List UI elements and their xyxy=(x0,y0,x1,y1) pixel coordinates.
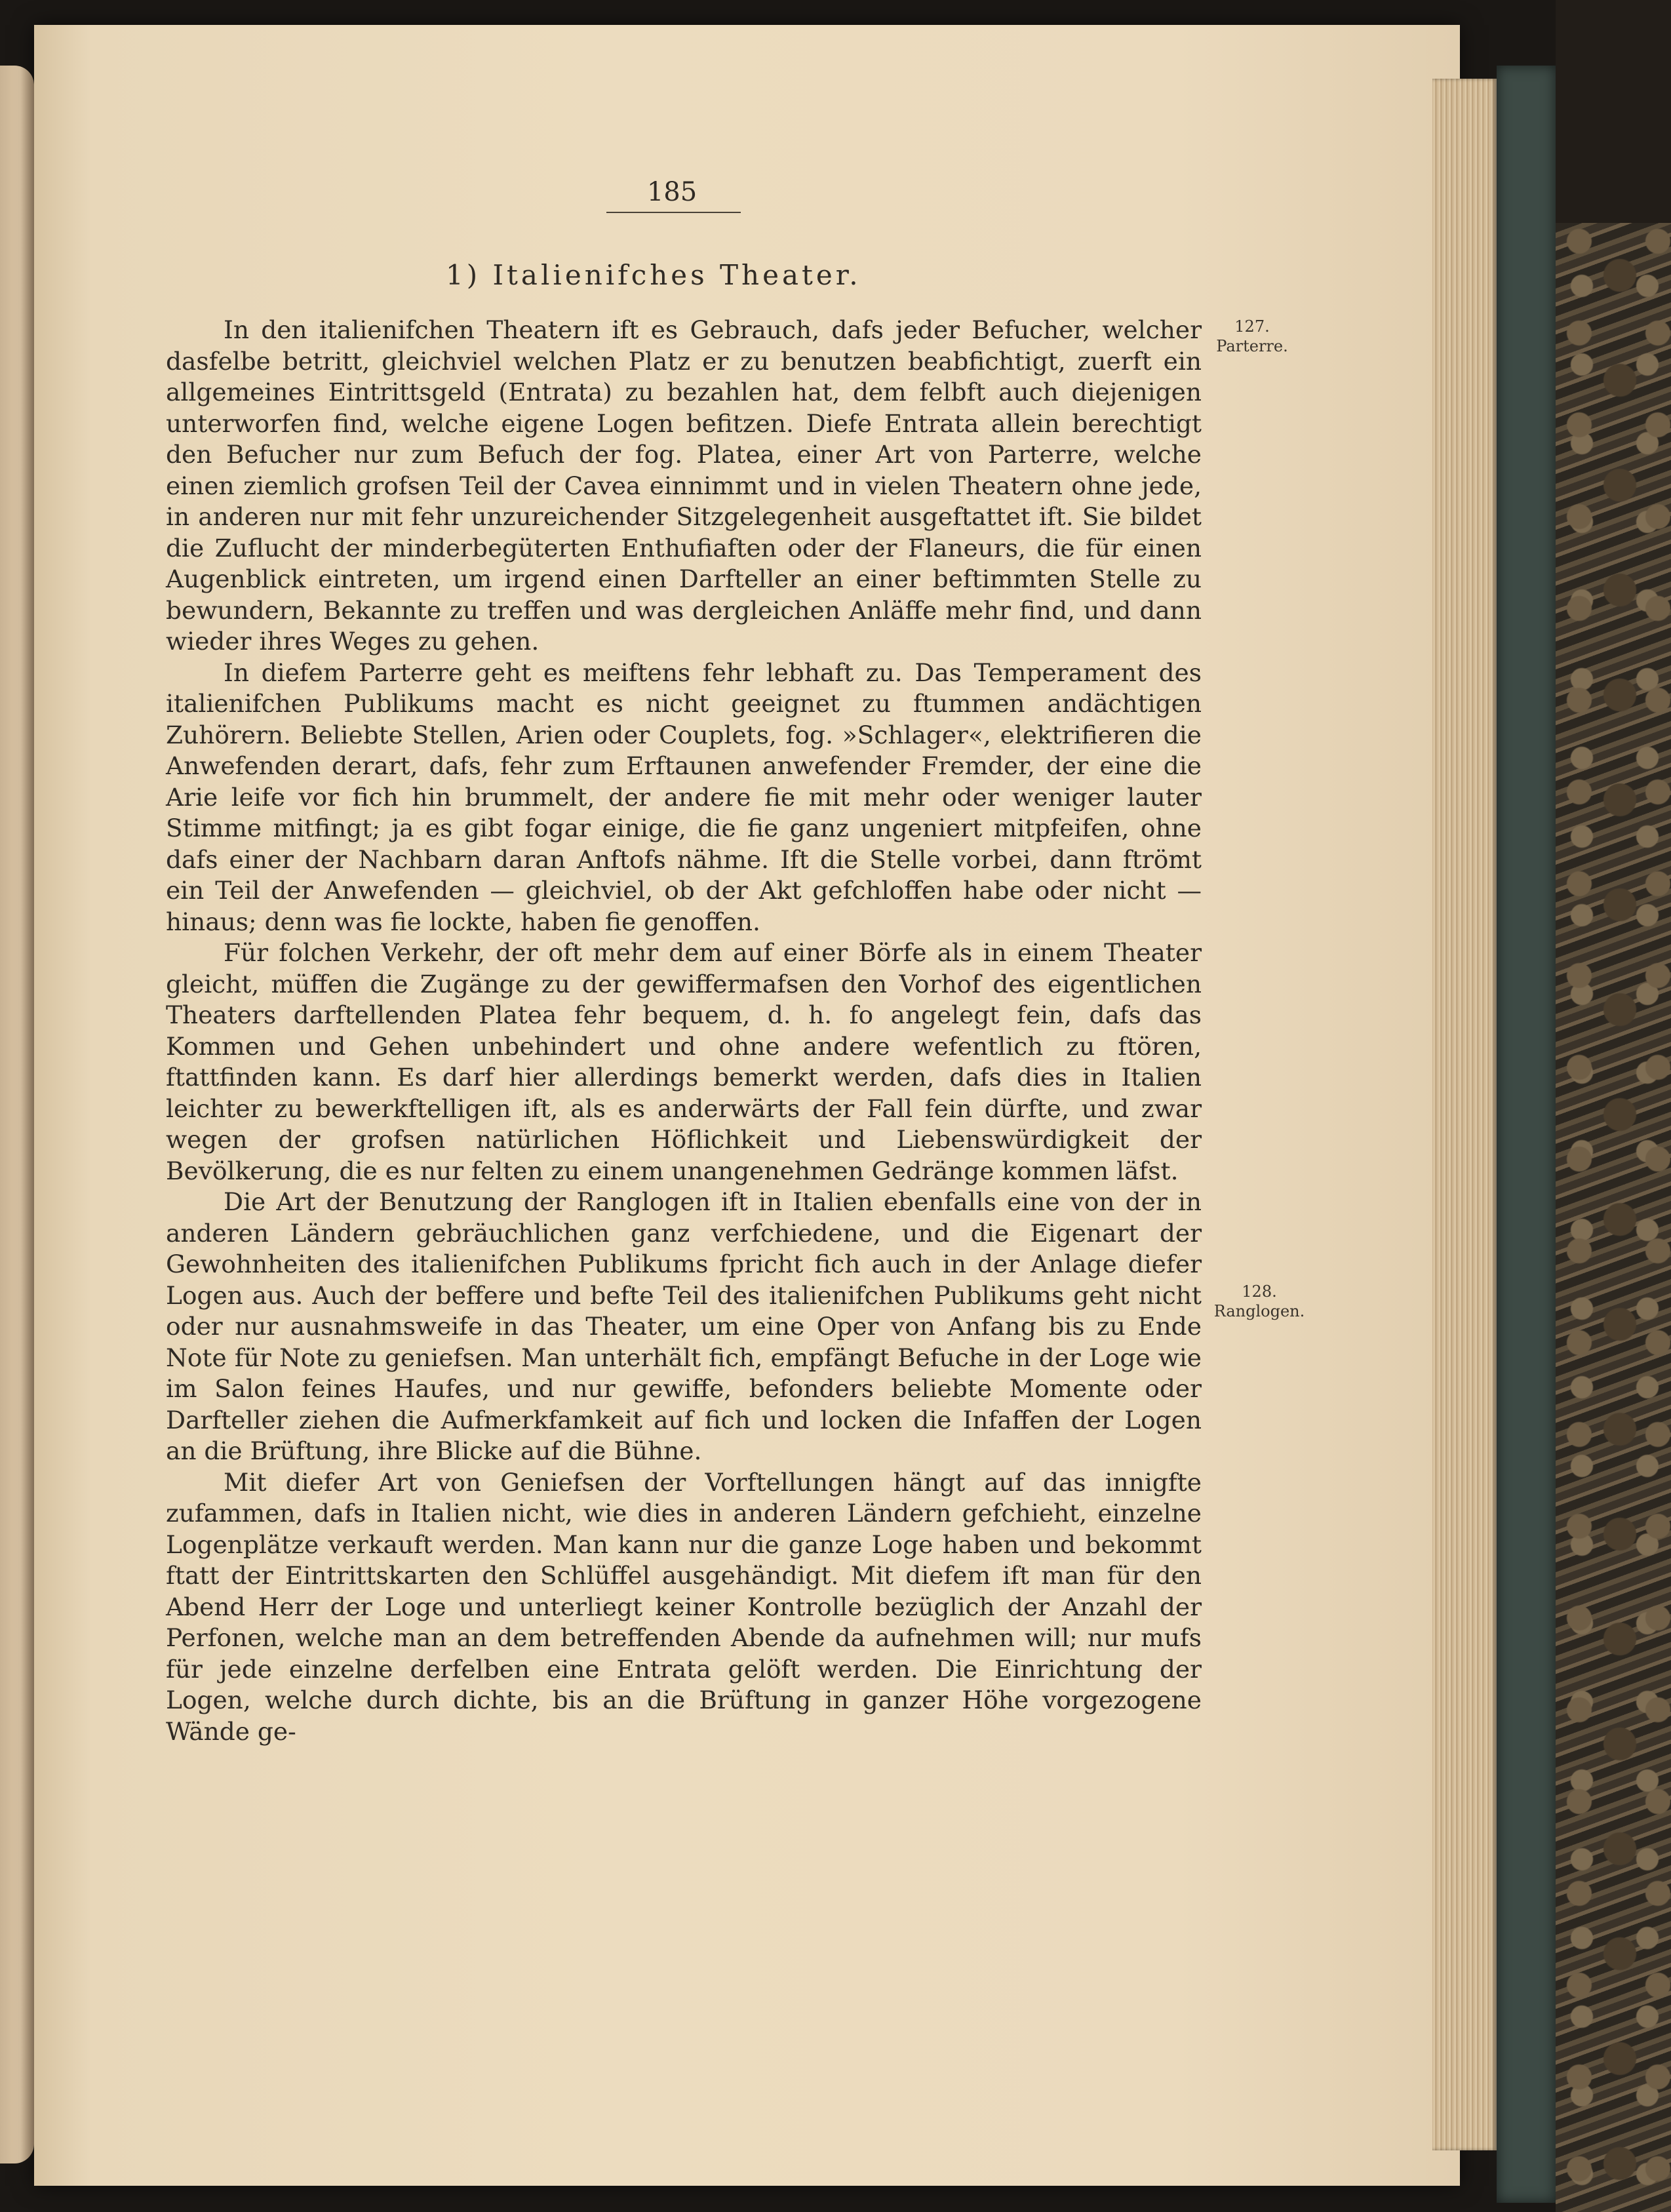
book-cover-spine xyxy=(1497,66,1556,2203)
paragraph: Die Art der Benutzung der Ranglogen ift in Italien ebenfalls eine von der in anderen Ländern gebräuchlichen ganz verfchiedene, und die Eigenart der Gewohnheiten des italienifchen Publikums fpricht fich auch in der Anlage diefer Logen aus. Auch der beffere und befte Teil des italienifchen Publikums geht nicht oder nur ausnahmsweife in das Theater, um eine Oper von Anfang bis zu Ende Note für Note zu geniefsen. Man unterhält fich, empfängt Befuche in der Loge wie im Salon feines Haufes, und nur gewiffe, befonders beliebte Momente oder Darfteller ziehen die Aufmerkfamkeit auf fich und locken die Infaffen der Logen an die Brüftung, ihre Blicke auf die Bühne. xyxy=(166,1187,1202,1465)
marbled-endpaper xyxy=(1556,223,1671,2212)
page-number: 185 xyxy=(646,177,698,207)
margin-note-number: 128. xyxy=(1242,1282,1277,1301)
page-number-rule xyxy=(606,212,741,213)
paragraph: In diefem Parterre geht es meiftens fehr lebhaft zu. Das Temperament des italienifchen Publikums macht es nicht geeignet zu ftummen andächtigen Zuhörern. Beliebte Stellen, Arien oder Couplets, fog. »Schlager«, elektrifieren die Anwefenden derart, dafs, fehr zum Erftaunen anwefender Fremder, der eine die Arie leife vor fich hin brummelt, der andere fie mit mehr oder weniger lauter Stimme mitfingt; ja es gibt fogar einige, die fie ganz ungeniert mitpfeifen, ohne dafs einer der Nachbarn daran Anftofs nähme. Ift die Stelle vorbei, dann ftrömt ein Teil der Anwefenden — gleichviel, ob der Akt gefchloffen habe oder nicht — hinaus; denn was fie lockte, haben fie genoffen. xyxy=(166,658,1202,936)
paragraph: Für folchen Verkehr, der oft mehr dem auf einer Börfe als in einem Theater gleicht, müffen die Zugänge zu der gewiffermafsen den Vorhof des eigentlichen Theaters darftellenden Platea fehr bequem, d. h. fo angelegt fein, dafs das Kommen und Gehen unbehindert und ohne andere wefentlich zu ftören, ftattfinden kann. Es darf hier allerdings bemerkt werden, dafs dies in Italien leichter zu bewerkftelligen ift, als es anderwärts der Fall fein dürfte, und zwar wegen der grofsen natürlichen Höflichkeit und Liebenswürdigkeit der Bevölkerung, die es nur felten zu einem unangenehmen Gedränge kommen läfst. xyxy=(166,938,1202,1185)
body-text xyxy=(166,315,1202,1747)
margin-note-label: Parterre. xyxy=(1216,337,1288,355)
page-block-edges xyxy=(1432,79,1497,2150)
section-title: 1) Italienifches Theater. xyxy=(446,259,861,291)
margin-note-number: 127. xyxy=(1234,317,1270,336)
margin-note-128 xyxy=(1204,1282,1315,1321)
background-dark xyxy=(1556,0,1671,223)
margin-note-label: Ranglogen. xyxy=(1213,1302,1305,1320)
paragraph: In den italienifchen Theatern ift es Gebrauch, dafs jeder Befucher, welcher dasfelbe betritt, gleichviel welchen Platz er zu benutzen beabfichtigt, zuerft ein allgemeines Eintrittsgeld (Entrata) zu bezahlen hat, dem felbft auch diejenigen unterworfen find, welche eigene Logen befitzen. Diefe Entrata allein berechtigt den Befucher nur zum Befuch der fog. Platea, einer Art von Parterre, welche einen ziemlich grofsen Teil der Cavea einnimmt und in vielen Theatern ohne jede, in anderen nur mit fehr unzureichender Sitzgelegenheit ausgeftattet ift. Sie bildet die Zuflucht der minderbegüterten Enthufiaften oder der Flaneurs, die für einen Augenblick eintreten, um irgend einen Darfteller an einer beftimmten Stelle zu bewundern, Bekannte zu treffen und was dergleichen Anläffe mehr find, und dann wieder ihres Weges zu gehen. xyxy=(166,315,1202,656)
margin-note-127 xyxy=(1196,317,1308,356)
previous-page-edge xyxy=(0,66,34,2163)
paragraph: Mit diefer Art von Geniefsen der Vorftellungen hängt auf das innigfte zufammen, dafs in Italien nicht, wie dies in anderen Ländern gefchieht, einzelne Logenplätze verkauft werden. Man kann nur die ganze Loge haben und bekommt ftatt der Eintrittskarten den Schlüffel ausgehändigt. Mit diefem ift man für den Abend Herr der Loge und unterliegt keiner Kontrolle bezüglich der Anzahl der Perfonen, welche man an dem betreffenden Abende da aufnehmen will; nur mufs für jede einzelne derfelben eine Entrata gelöft werden. Die Einrichtung der Logen, welche durch dichte, bis an die Brüftung in ganzer Höhe vorgezogene Wände ge- xyxy=(166,1467,1202,1746)
